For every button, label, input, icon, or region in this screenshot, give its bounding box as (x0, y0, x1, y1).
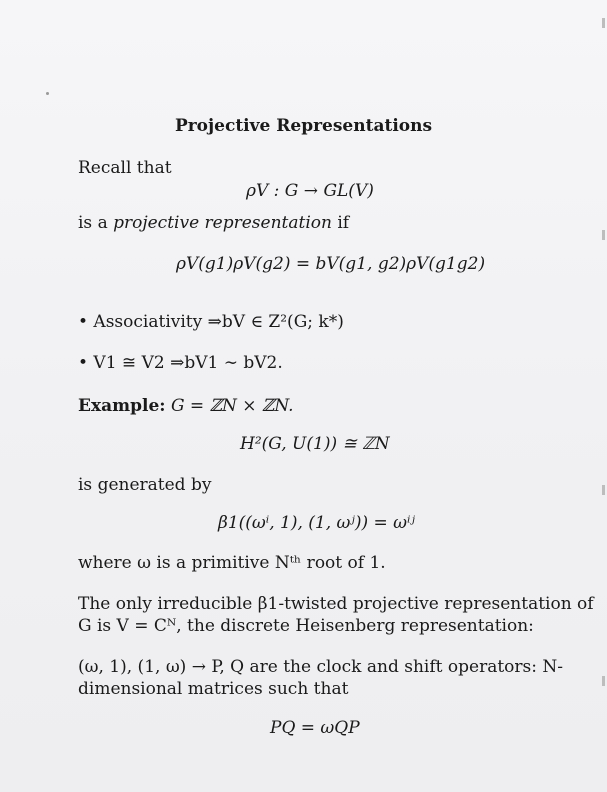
projective-prefix: is a (78, 213, 114, 233)
scan-speck (46, 92, 49, 95)
scan-edge-mark (602, 676, 605, 686)
where-line: where ω is a primitive Nᵗʰ root of 1. (78, 553, 386, 573)
example-line (78, 395, 294, 417)
page-title: Projective Representations (174, 116, 433, 136)
example-label: Example: (78, 396, 166, 416)
projective-suffix: if (331, 213, 350, 233)
paragraph-irreducible-line2: G is V = Cᴺ, the discrete Heisenberg representation: (78, 616, 534, 636)
paragraph-operators-line1: (ω, 1), (1, ω) → P, Q are the clock and shift operators: N- (78, 657, 564, 677)
scan-edge-mark (602, 485, 605, 495)
scan-edge-mark (602, 18, 605, 28)
equation-map: ρV : G → GL(V) (246, 181, 374, 201)
paragraph-operators-line2: dimensional matrices such that (78, 679, 349, 699)
example-text: G = ℤN × ℤN. (170, 396, 294, 416)
projective-definition-line (78, 212, 349, 234)
equation-cocycle: ρV(g1)ρV(g2) = bV(g1, g2)ρV(g1g2) (176, 254, 486, 274)
bullet-associativity: • Associativity ⇒bV ∈ Z²(G; k*) (78, 312, 344, 332)
equation-pq: PQ = ωQP (270, 718, 360, 738)
scan-edge-mark (602, 230, 605, 240)
paragraph-irreducible-line1: The only irreducible β1-twisted projective representation of (78, 594, 594, 614)
generated-by-text: is generated by (78, 475, 212, 495)
equation-cohomology: H²(G, U(1)) ≅ ℤN (240, 434, 390, 454)
projective-term: projective representation (113, 213, 332, 233)
bullet-isomorphism: • V1 ≅ V2 ⇒bV1 ∼ bV2. (78, 353, 283, 373)
equation-beta: β1((ωⁱ, 1), (1, ωʲ)) = ωⁱʲ (218, 513, 415, 533)
recall-text: Recall that (78, 158, 172, 178)
